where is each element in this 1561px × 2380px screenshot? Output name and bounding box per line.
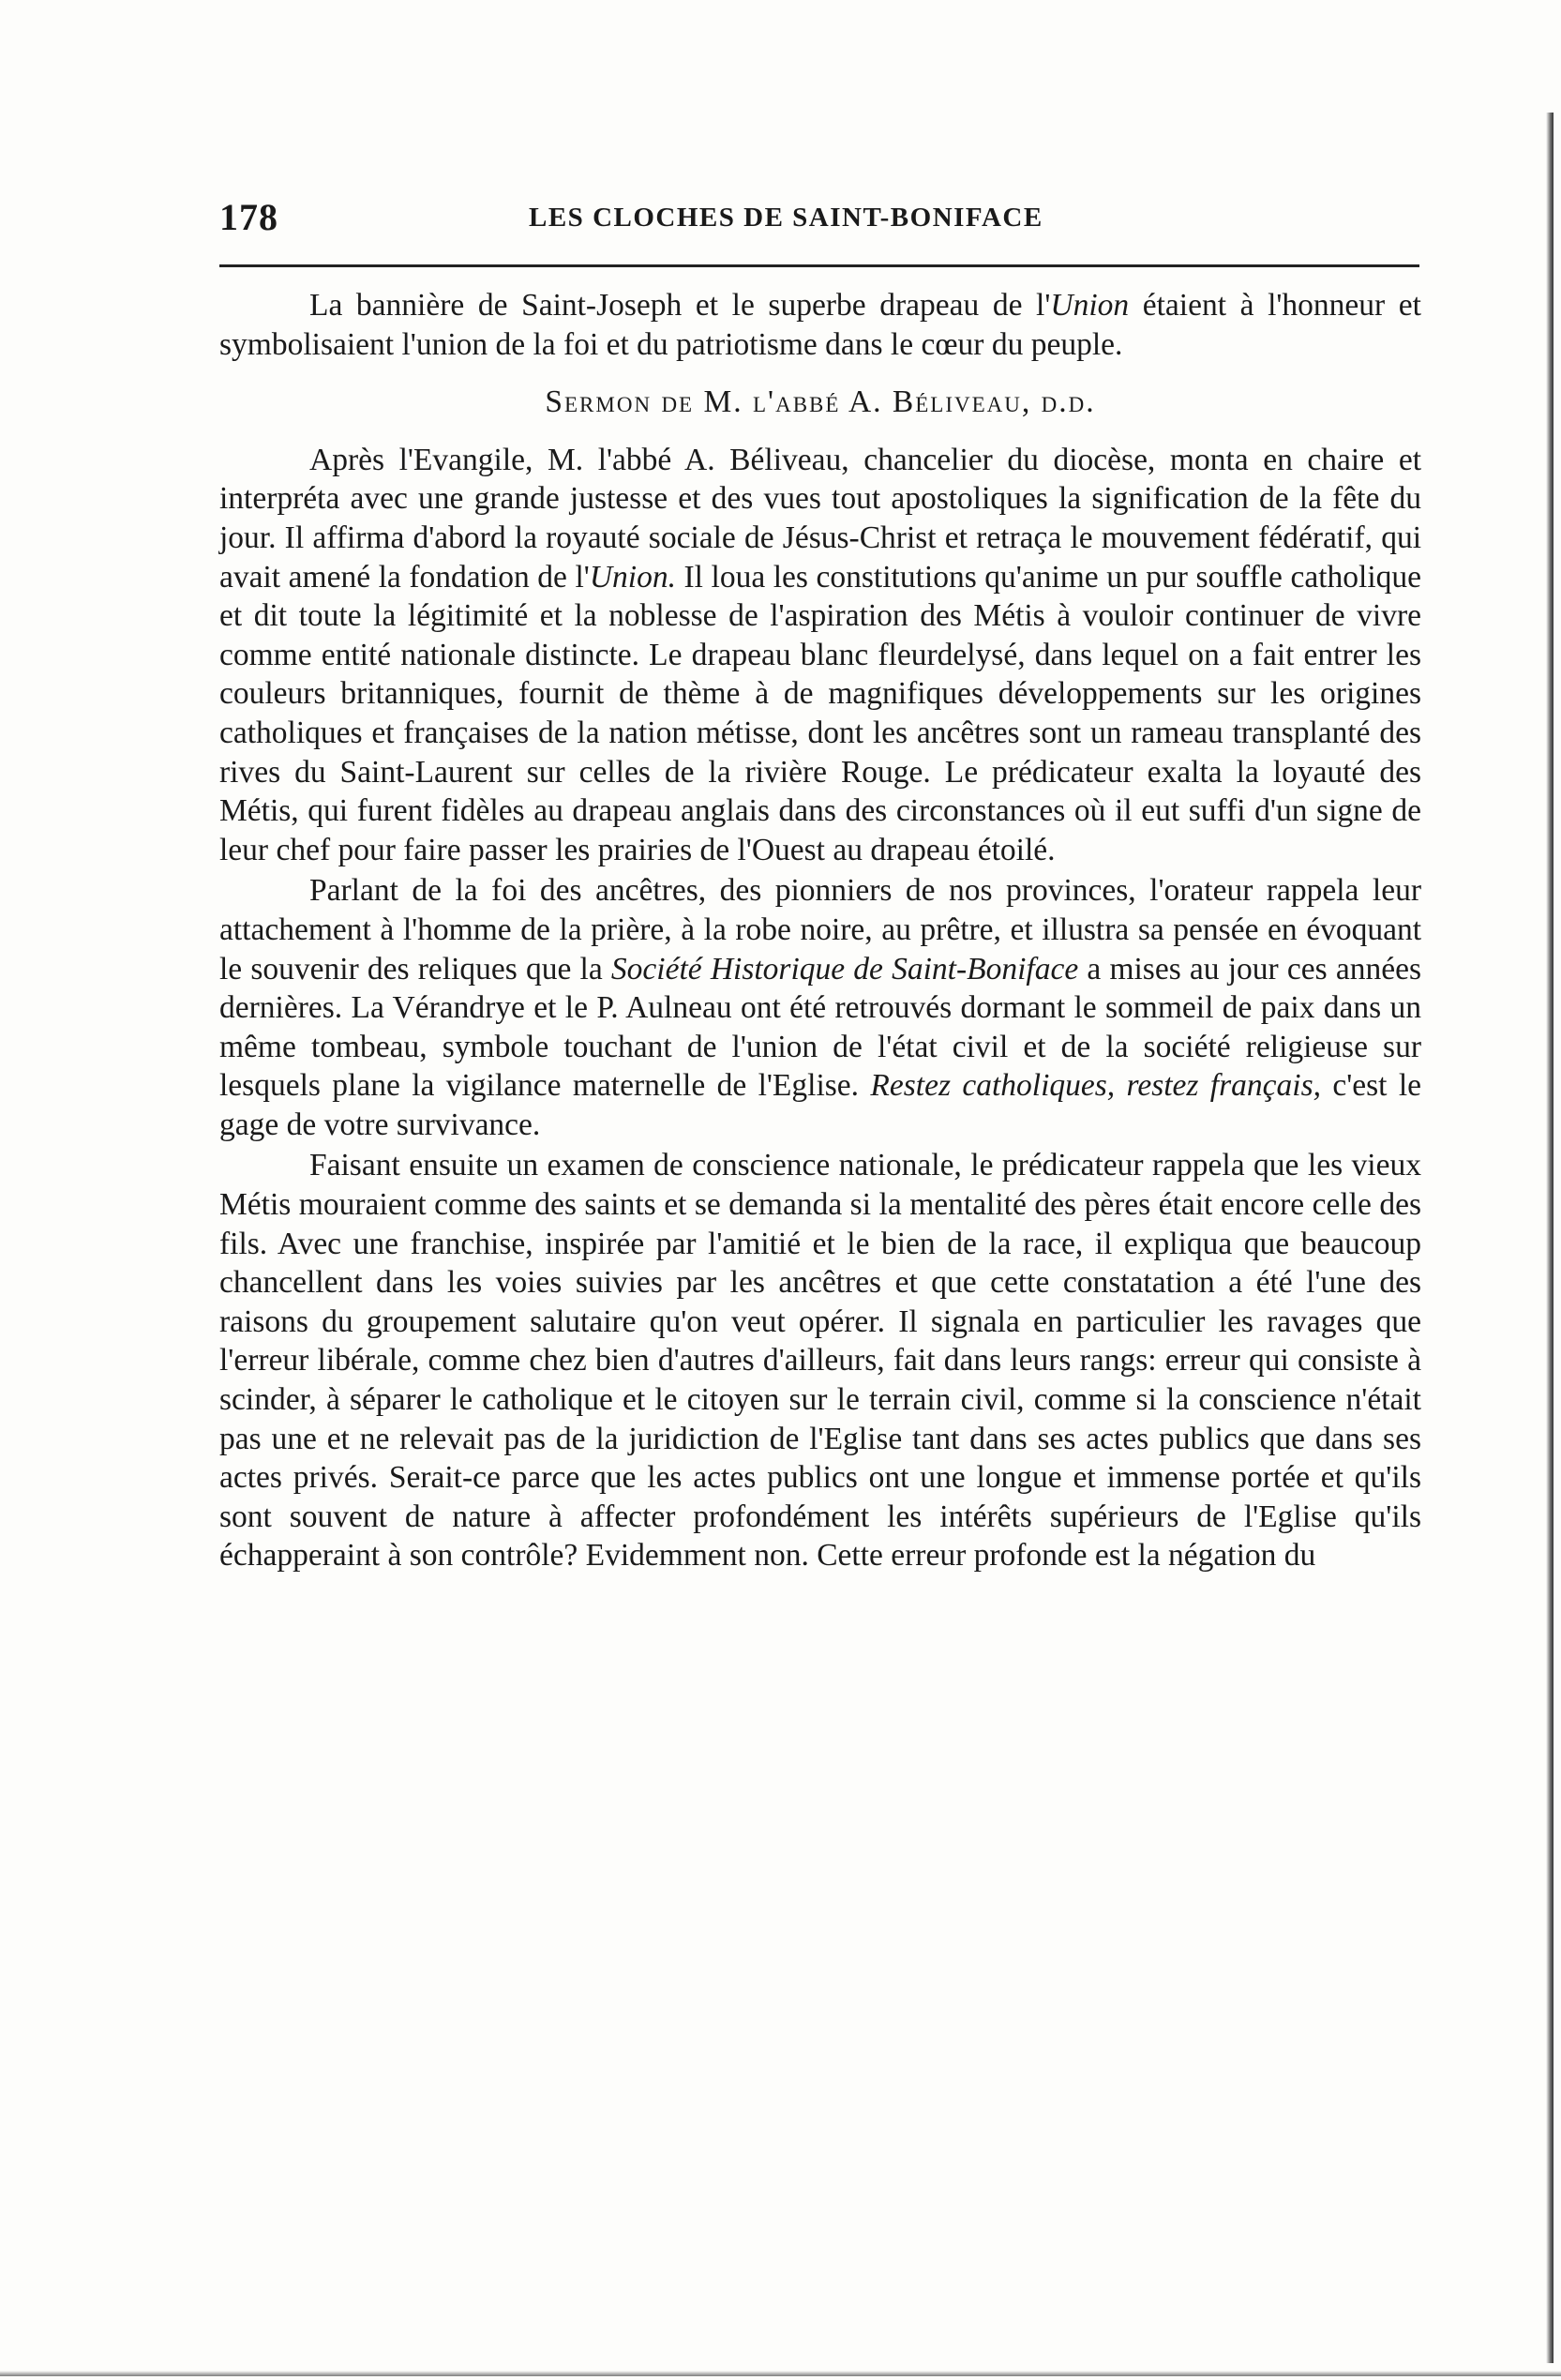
italic-text: Union.: [589, 559, 676, 595]
paragraph-text: La bannière de Saint-Joseph et le superbe drapeau de l': [309, 288, 1051, 323]
page-edge-shadow: [1546, 113, 1553, 2363]
header-rule: [219, 264, 1419, 267]
italic-text: Société Historique de Saint-Boniface: [610, 951, 1079, 987]
running-title: LES CLOCHES DE SAINT-BONIFACE: [529, 203, 1043, 233]
paragraph-banners: [219, 286, 1421, 364]
page-header: [219, 195, 1419, 251]
paragraph-text: étaient à l'honneur et symbolisaient l'union de la foi et du patriotisme dans le cœur du peuple.: [219, 288, 1421, 362]
italic-text: Restez catholiques, restez français,: [870, 1068, 1321, 1104]
paragraph-text: Après l'Evangile, M. l'abbé A. Béliveau, chancelier du diocèse, monta en chaire et interpréta avec une grande justesse et des vues tout apostoliques la signification de la fête du jour. Il affirma d'abord la royauté sociale de Jésus-Christ et retraça le mouvement fédératif, qui avait amené la fondation de l': [219, 442, 1421, 595]
paragraph-conscience: Faisant ensuite un examen de conscience nationale, le prédicateur rappela que les vieux Métis mouraient comme des saints et se demanda si la mentalité des pères était encore celle des fils. Avec une franchise, inspirée par l'amitié et le bien de la race, il expliqua que beaucoup chancellent dans les voies suivies par les ancêtres et que cette constatation a été l'une des raisons du groupement salutaire qu'on veut opérer. Il signala en particulier les ravages que l'erreur libérale, comme chez bien d'autres d'ailleurs, fait dans leurs rangs: erreur qui consiste à scinder, à séparer le catholique et le citoyen sur le terrain civil, comme si la conscience n'était pas une et ne relevait pas de la juridiction de l'Eglise tant dans ses actes publics que dans ses actes privés. Serait-ce parce que les actes publics ont une longue et immense portée et qu'ils sont souvent de nature à affecter profondément les intérêts supérieurs de l'Eglise qu'ils échapperaint à son contrôle? Evidemment non. Cette erreur profonde est la négation du: [219, 1148, 1421, 1574]
section-heading: Sermon de M. l'abbé A. Béliveau, d.d.: [545, 384, 1096, 420]
paragraph-text: Parlant de la foi des ancêtres, des pionniers de nos provinces, l'orateur rappela leur attachement à l'homme de la prière, à la robe noire, au prêtre, et illustra sa pensée en évoquant le souvenir des reliques que la: [219, 873, 1421, 987]
paragraph-text: c'est le gage de votre survivance.: [219, 1068, 1422, 1142]
page-bottom-shadow: [0, 2371, 1561, 2376]
italic-text: Union: [1050, 288, 1130, 323]
body-text: [219, 286, 1421, 1575]
page-number: 178: [219, 196, 278, 238]
paragraph-ancestors: [219, 871, 1421, 1144]
paragraph-text: Il loua les constitutions qu'anime un pur souffle catholique et dit toute la légitimité et la noblesse de l'aspiration des Métis à vouloir continuer de vivre comme entité nationale distincte. Le drapeau blanc fleurdelysé, dans lequel on a fait entrer les couleurs britanniques, fournit de thème à de magnifiques développements sur les origines catholiques et françaises de la nation métisse, dont les ancêtres sont un rameau transplanté des rives du Saint-Laurent sur celles de la rivière Rouge. Le prédicateur exalta la loyauté des Métis, qui furent fidèles au drapeau anglais dans des circonstances où il eut suffi d'un signe de leur chef pour faire passer les prairies de l'Ouest au drapeau étoilé.: [219, 559, 1421, 867]
paragraph-text: a mises au jour ces années dernières. La Vérandrye et le P. Aulneau ont été retrouvés dormant le sommeil de paix dans un même tombeau, symbole touchant de l'union de l'état civil et de la société religieuse sur lesquels plane la vigilance maternelle de l'Eglise.: [219, 951, 1421, 1104]
paragraph-sermon: [219, 441, 1421, 870]
